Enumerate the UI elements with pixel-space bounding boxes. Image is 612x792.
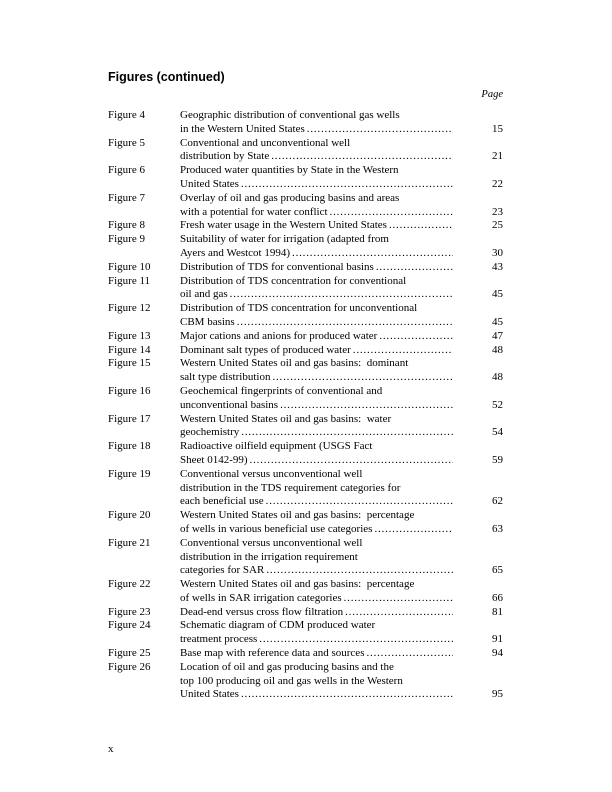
figure-entry: [108, 661, 503, 702]
figure-page-number: 48: [492, 371, 503, 384]
figure-desc-line: [180, 178, 503, 192]
figure-desc-line: [180, 150, 503, 164]
figure-page-number: 91: [492, 633, 503, 646]
figure-entry: [108, 619, 503, 647]
figure-desc: [180, 192, 503, 220]
figure-desc: [180, 137, 503, 165]
figure-page-number: 45: [492, 288, 503, 301]
dot-leader: [239, 178, 453, 192]
figure-label: Figure 7: [108, 191, 145, 204]
dot-leader: [351, 344, 453, 358]
figure-desc-line: [180, 247, 503, 261]
figure-desc: [180, 468, 503, 509]
figure-desc-text: Conventional versus unconventional well: [180, 536, 363, 549]
figure-page-number: 47: [492, 329, 503, 342]
figure-label: Figure 9: [108, 233, 145, 246]
dot-leader: [257, 633, 453, 647]
figure-desc-text: categories for SAR: [180, 564, 265, 577]
figure-desc-text: Radioactive oilfield equipment (USGS Fact: [180, 440, 373, 453]
figure-desc-text: Geochemical fingerprints of conventional and: [180, 384, 383, 397]
dot-leader: [387, 219, 453, 233]
figure-desc-line: [180, 316, 503, 330]
figure-entry: [108, 357, 503, 385]
figure-desc-line: [180, 523, 503, 537]
figure-desc-text: oil and gas: [180, 288, 228, 301]
dot-leader: [364, 647, 453, 661]
figure-label: Figure 20: [108, 509, 151, 522]
figure-entry: [108, 164, 503, 192]
figure-desc-line: [180, 330, 503, 344]
figure-entry: [108, 137, 503, 165]
figure-label: Figure 4: [108, 109, 145, 121]
figure-desc-line: [180, 413, 503, 427]
figure-desc-line: [180, 137, 503, 151]
figure-desc-text: Dominant salt types of produced water: [180, 343, 351, 356]
dot-leader: [239, 688, 453, 702]
figure-entry: [108, 578, 503, 606]
dot-leader: [264, 495, 453, 509]
figure-desc-text: Overlay of oil and gas producing basins and areas: [180, 191, 400, 204]
page-column-label: Page: [481, 89, 503, 100]
figure-desc-line: [180, 606, 503, 620]
figure-page-number: 22: [492, 177, 503, 190]
figure-desc-line: [180, 592, 503, 606]
figure-page-number: 95: [492, 688, 503, 701]
figure-desc: [180, 164, 503, 192]
figure-desc-text: top 100 producing oil and gas wells in the Western: [180, 674, 403, 687]
figure-desc: [180, 275, 503, 303]
figure-label: Figure 21: [108, 536, 151, 549]
figure-desc-text: Base map with reference data and sources: [180, 647, 365, 660]
figure-page-number: 52: [492, 398, 503, 411]
figure-desc-text: salt type distribution: [180, 371, 271, 384]
figure-desc-line: [180, 468, 503, 482]
figure-desc-text: United States: [180, 688, 239, 701]
figure-desc-text: with a potential for water conflict: [180, 205, 328, 218]
figure-desc-text: Fresh water usage in the Western United States: [180, 219, 387, 232]
figure-desc: [180, 537, 503, 578]
figure-desc-text: of wells in various beneficial use categories: [180, 522, 373, 535]
figure-desc-line: [180, 385, 503, 399]
figure-entry: [108, 219, 503, 233]
figure-entry: [108, 302, 503, 330]
figure-entry: [108, 606, 503, 620]
figure-desc: [180, 233, 503, 261]
figure-desc-line: [180, 371, 503, 385]
figure-desc: [180, 302, 503, 330]
figure-label: Figure 17: [108, 412, 151, 425]
figure-page-number: 81: [492, 605, 503, 618]
figure-label: Figure 18: [108, 440, 151, 453]
figure-desc-text: Sheet 0142-99): [180, 453, 248, 466]
figure-label: Figure 22: [108, 578, 151, 591]
figure-entry: [108, 440, 503, 468]
page-title: Figures (continued): [108, 70, 225, 84]
figure-desc: [180, 330, 503, 344]
figure-label: Figure 5: [108, 136, 145, 149]
dot-leader: [372, 523, 453, 537]
figure-label: Figure 6: [108, 164, 145, 177]
figure-label: Figure 25: [108, 647, 151, 660]
figure-desc-text: Location of oil and gas producing basins and the: [180, 660, 394, 673]
figure-desc-text: Dead-end versus cross flow filtration: [180, 605, 344, 618]
figure-desc-line: [180, 495, 503, 509]
figure-desc-line: [180, 647, 503, 661]
figure-desc-text: Schematic diagram of CDM produced water: [180, 619, 376, 632]
figure-entry: [108, 261, 503, 275]
figure-desc-line: [180, 551, 503, 565]
figure-label: Figure 8: [108, 219, 145, 232]
figure-desc-text: each beneficial use: [180, 495, 264, 508]
page-number-footer: x: [108, 743, 114, 755]
dot-leader: [305, 123, 453, 137]
figure-desc-line: [180, 440, 503, 454]
figure-desc-line: [180, 164, 503, 178]
figure-label: Figure 10: [108, 260, 151, 273]
figure-desc-line: [180, 619, 503, 633]
dot-leader: [239, 426, 453, 440]
figure-entry: [108, 385, 503, 413]
figure-label: Figure 26: [108, 660, 151, 673]
figure-desc: [180, 647, 503, 661]
figure-page-number: 15: [492, 122, 503, 135]
figure-desc-line: [180, 537, 503, 551]
figure-page-number: 30: [492, 246, 503, 259]
figure-desc-text: Distribution of TDS concentration for conventional: [180, 274, 407, 287]
figure-label: Figure 23: [108, 605, 151, 618]
figure-desc-line: [180, 261, 503, 275]
figure-page-number: 23: [492, 205, 503, 218]
figure-desc-line: [180, 357, 503, 371]
figure-desc: [180, 619, 503, 647]
figure-entry: [108, 275, 503, 303]
figure-page-number: 59: [492, 453, 503, 466]
figure-desc: [180, 109, 503, 137]
figure-desc-text: CBM basins: [180, 315, 235, 328]
figure-page-number: 48: [492, 343, 503, 356]
figure-label: Figure 11: [108, 274, 151, 287]
figure-desc-text: distribution by State: [180, 150, 270, 163]
dot-leader: [343, 606, 453, 620]
dot-leader: [278, 399, 453, 413]
figure-desc-text: Distribution of TDS for conventional basins: [180, 260, 374, 273]
figure-desc-text: unconventional basins: [180, 398, 279, 411]
figure-desc-text: Western United States oil and gas basins: percentage: [180, 578, 415, 591]
dot-leader: [269, 150, 453, 164]
figure-label: Figure 16: [108, 384, 151, 397]
figure-desc-text: Geographic distribution of conventional gas wells: [180, 109, 400, 121]
figure-desc: [180, 509, 503, 537]
figure-desc-text: Conventional and unconventional well: [180, 136, 351, 149]
figure-entry: [108, 413, 503, 441]
figure-desc-text: treatment process: [180, 633, 258, 646]
figure-desc-line: [180, 233, 503, 247]
figure-desc-line: [180, 564, 503, 578]
figure-page-number: 21: [492, 150, 503, 163]
figure-desc-text: Major cations and anions for produced water: [180, 329, 378, 342]
figure-desc: [180, 219, 503, 233]
figure-desc-line: [180, 675, 503, 689]
figure-desc-line: [180, 109, 503, 123]
figure-entry: [108, 109, 503, 137]
figure-desc-line: [180, 344, 503, 358]
figure-entry: [108, 344, 503, 358]
dot-leader: [270, 371, 453, 385]
figure-desc-line: [180, 288, 503, 302]
figure-page-number: 66: [492, 591, 503, 604]
figure-desc-line: [180, 509, 503, 523]
figure-page-number: 43: [492, 260, 503, 273]
figure-desc-line: [180, 661, 503, 675]
figure-page-number: 94: [492, 647, 503, 660]
figure-desc-text: Ayers and Westcot 1994): [180, 246, 291, 259]
figure-label: Figure 14: [108, 343, 151, 356]
figure-entry: [108, 330, 503, 344]
dot-leader: [228, 288, 453, 302]
dot-leader: [290, 247, 453, 261]
figure-desc-text: geochemistry: [180, 426, 240, 439]
figure-desc-line: [180, 219, 503, 233]
figure-desc-text: distribution in the irrigation requirement: [180, 550, 358, 563]
figure-desc: [180, 413, 503, 441]
figure-desc-text: Suitability of water for irrigation (adapted from: [180, 233, 389, 246]
figure-desc-line: [180, 633, 503, 647]
figure-desc-line: [180, 302, 503, 316]
dot-leader: [342, 592, 453, 606]
figure-desc-text: in the Western United States: [180, 122, 305, 135]
dot-leader: [328, 206, 453, 220]
dot-leader: [248, 454, 453, 468]
figure-desc: [180, 261, 503, 275]
figure-desc-line: [180, 123, 503, 137]
figure-page-number: 54: [492, 426, 503, 439]
figure-desc-text: Conventional versus unconventional well: [180, 467, 363, 480]
figure-page-number: 45: [492, 315, 503, 328]
figure-desc-line: [180, 192, 503, 206]
figure-desc-text: distribution in the TDS requirement categories for: [180, 481, 401, 494]
dot-leader: [235, 316, 453, 330]
dot-leader: [377, 330, 453, 344]
figure-desc-line: [180, 206, 503, 220]
dot-leader: [374, 261, 453, 275]
figure-desc-text: Western United States oil and gas basins: dominant: [180, 357, 409, 370]
figure-desc: [180, 357, 503, 385]
figure-entry: [108, 509, 503, 537]
figure-page-number: 62: [492, 495, 503, 508]
figure-label: Figure 24: [108, 619, 151, 632]
figure-page-number: 63: [492, 522, 503, 535]
figure-label: Figure 15: [108, 357, 151, 370]
figure-desc-line: [180, 275, 503, 289]
figure-desc-line: [180, 399, 503, 413]
figure-desc-text: Western United States oil and gas basins: water: [180, 412, 392, 425]
figure-desc-text: of wells in SAR irrigation categories: [180, 591, 342, 604]
figure-desc-line: [180, 426, 503, 440]
figure-label: Figure 12: [108, 302, 151, 315]
figure-desc-line: [180, 482, 503, 496]
figure-desc: [180, 344, 503, 358]
figure-entry: [108, 233, 503, 261]
figure-list: [108, 109, 503, 702]
figure-page-number: 25: [492, 219, 503, 232]
figure-desc: [180, 661, 503, 702]
figure-entry: [108, 192, 503, 220]
figure-page-number: 65: [492, 564, 503, 577]
figure-desc-line: [180, 454, 503, 468]
figure-label: Figure 13: [108, 329, 151, 342]
dot-leader: [264, 564, 453, 578]
figure-desc-text: Produced water quantities by State in the Western: [180, 164, 399, 177]
figure-desc: [180, 440, 503, 468]
figure-desc: [180, 606, 503, 620]
figure-entry: [108, 468, 503, 509]
figure-entry: [108, 647, 503, 661]
figure-desc-text: Western United States oil and gas basins: percentage: [180, 509, 415, 522]
figure-desc-line: [180, 688, 503, 702]
figure-desc: [180, 385, 503, 413]
figure-desc-text: United States: [180, 177, 239, 190]
figure-desc-text: Distribution of TDS concentration for unconventional: [180, 302, 418, 315]
figure-desc-line: [180, 578, 503, 592]
figure-label: Figure 19: [108, 467, 151, 480]
figure-desc: [180, 578, 503, 606]
figure-entry: [108, 537, 503, 578]
